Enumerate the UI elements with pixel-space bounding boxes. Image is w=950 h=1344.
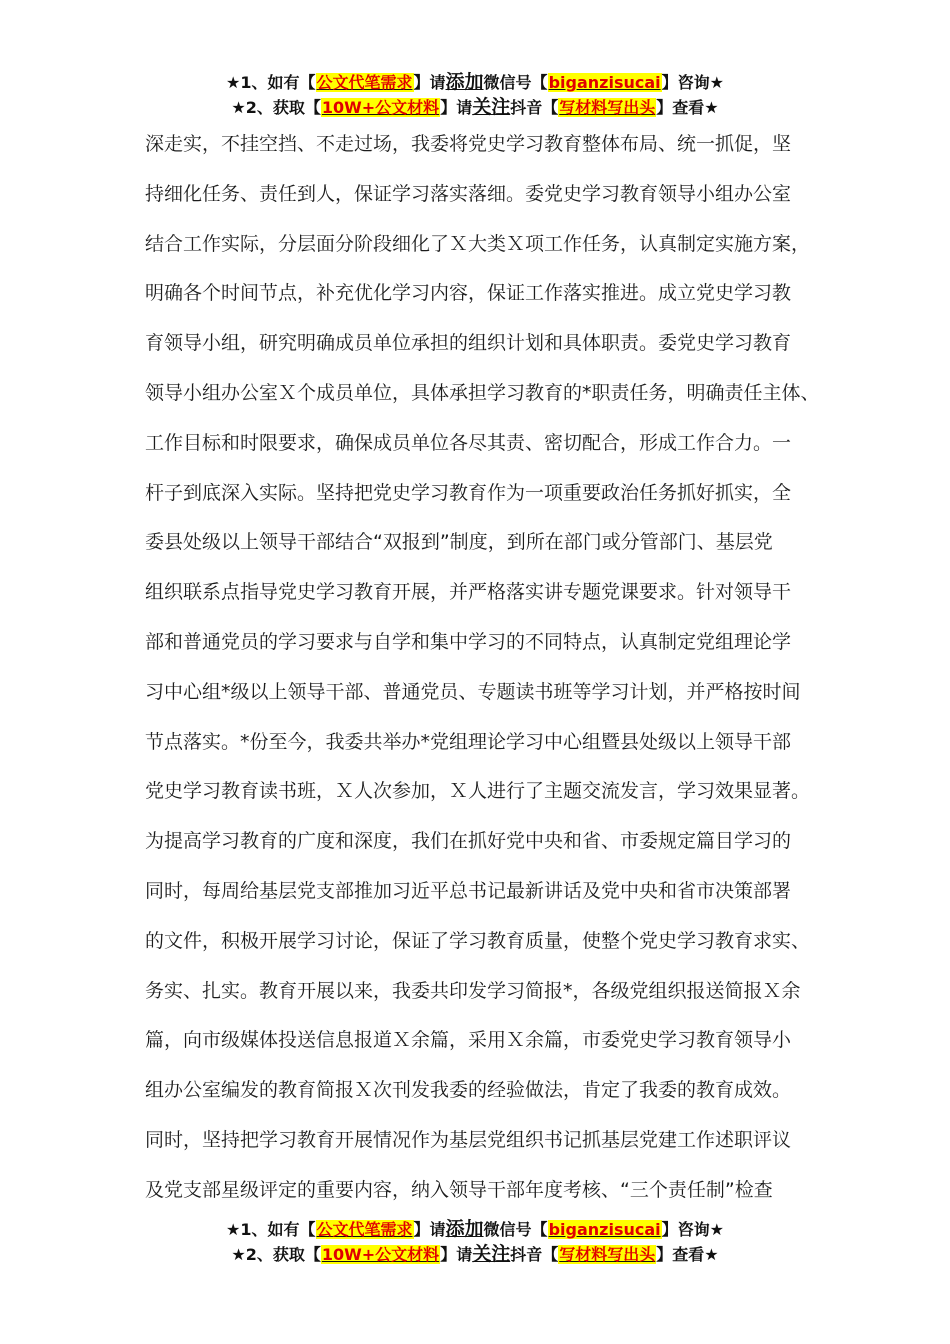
body-line: 组办公室编发的教育简报Ｘ次刊发我委的经验做法，肯定了我委的教育成效。 — [145, 1079, 792, 1102]
promo-text: 抖音【 — [510, 1245, 559, 1264]
body-line: 的文件，积极开展学习讨论，保证了学习教育质量，使整个党史学习教育求实、 — [145, 929, 811, 952]
promo-text: 】咨询★ — [661, 73, 724, 92]
promo-highlight: 公文代笔需求 — [316, 1220, 413, 1239]
promo-text: ★1、如有【 — [226, 73, 316, 92]
promo-highlight: 写材料写出头 — [559, 1245, 656, 1264]
promo-text: ★1、如有【 — [226, 1220, 316, 1239]
body-line: 同时，坚持把学习教育开展情况作为基层党组织书记抓基层党建工作述职评议 — [145, 1128, 792, 1151]
body-line: 组织联系点指导党史学习教育开展，并严格落实讲专题党课要求。针对领导干 — [145, 581, 792, 604]
promo-text: ★2、获取【 — [231, 1245, 321, 1264]
bottom-promo-banner — [0, 1217, 950, 1267]
promo-highlight: 10W+公文材料 — [321, 1245, 440, 1264]
promo-text: 抖音【 — [510, 98, 559, 117]
promo-text: 微信号【 — [483, 73, 548, 92]
promo-text: 】请 — [413, 1220, 446, 1239]
body-line: 委县处级以上领导干部结合“双报到”制度，到所在部门或分管部门、基层党 — [145, 531, 773, 554]
promo-highlight: biganzisucai — [548, 73, 661, 92]
top-promo-banner — [0, 70, 950, 120]
promo-highlight: 公文代笔需求 — [316, 73, 413, 92]
body-line: 明确各个时间节点，补充优化学习内容，保证工作落实推进。成立党史学习教 — [145, 282, 792, 305]
promo-highlight: 10W+公文材料 — [321, 98, 440, 117]
body-line: 为提高学习教育的广度和深度，我们在抓好党中央和省、市委规定篇目学习的 — [145, 830, 792, 853]
promo-line-1 — [0, 70, 950, 95]
body-line: 结合工作实际，分层面分阶段细化了Ｘ大类Ｘ项工作任务，认真制定实施方案， — [145, 232, 811, 255]
body-line: 同时，每周给基层党支部推加习近平总书记最新讲话及党中央和省市决策部署 — [145, 879, 792, 902]
promo-text: 微信号【 — [483, 1220, 548, 1239]
body-line: 杆子到底深入实际。坚持把党史学习教育作为一项重要政治任务抓好抓实，全 — [145, 481, 792, 504]
promo-line-2 — [0, 1242, 950, 1267]
body-line: 持细化任务、责任到人，保证学习落实落细。委党史学习教育领导小组办公室 — [145, 182, 792, 205]
promo-emphasis: 关注 — [472, 1243, 511, 1265]
body-line: 育领导小组，研究明确成员单位承担的组织计划和具体职责。委党史学习教育 — [145, 332, 792, 355]
promo-text: 】查看★ — [656, 1245, 719, 1264]
promo-highlight: biganzisucai — [548, 1220, 661, 1239]
promo-highlight: 写材料写出头 — [559, 98, 656, 117]
promo-emphasis: 添加 — [445, 71, 484, 93]
body-line: 深走实，不挂空挡、不走过场，我委将党史学习教育整体布局、统一抓促，坚 — [145, 133, 792, 155]
body-line: 习中心组*级以上领导干部、普通党员、专题读书班等学习计划，并严格按时间 — [145, 680, 801, 703]
body-line: 党史学习教育读书班，Ｘ人次参加，Ｘ人进行了主题交流发言，学习效果显著。 — [145, 780, 811, 803]
promo-line-2 — [0, 95, 950, 120]
promo-text: 】请 — [440, 98, 473, 117]
document-body — [145, 120, 825, 1216]
promo-text: 】咨询★ — [661, 1220, 724, 1239]
promo-text: 】请 — [413, 73, 446, 92]
body-line: 部和普通党员的学习要求与自学和集中学习的不同特点，认真制定党组理论学 — [145, 630, 792, 653]
promo-emphasis: 添加 — [445, 1218, 484, 1240]
body-line: 务实、扎实。教育开展以来，我委共印发学习简报*，各级党组织报送简报Ｘ余 — [145, 979, 801, 1002]
promo-text: 】查看★ — [656, 98, 719, 117]
promo-emphasis: 关注 — [472, 96, 511, 118]
promo-text: 】请 — [440, 1245, 473, 1264]
body-line: 篇，向市级媒体投送信息报道Ｘ余篇，采用Ｘ余篇，市委党史学习教育领导小 — [145, 1029, 792, 1052]
body-line: 工作目标和时限要求，确保成员单位各尽其责、密切配合，形成工作合力。一 — [145, 431, 792, 454]
promo-line-1 — [0, 1217, 950, 1242]
body-line: 节点落实。*份至今，我委共举办*党组理论学习中心组暨县处级以上领导干部 — [145, 730, 792, 753]
body-line: 领导小组办公室Ｘ个成员单位，具体承担学习教育的*职责任务，明确责任主体、 — [145, 381, 820, 404]
promo-text: ★2、获取【 — [231, 98, 321, 117]
body-line: 及党支部星级评定的重要内容，纳入领导干部年度考核、“三个责任制”检查 — [145, 1178, 773, 1201]
